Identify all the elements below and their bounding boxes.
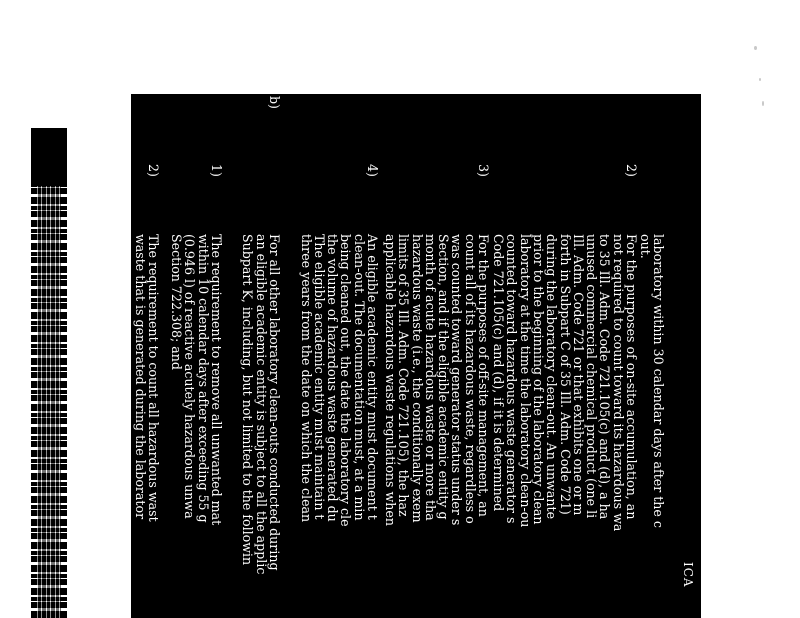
text-line: For the purposes of on-site accumulation, an: [624, 234, 639, 520]
item-number: 4): [365, 164, 380, 177]
scan-speck: [754, 46, 757, 50]
text-line: not required to count toward its hazardous wa: [610, 234, 626, 532]
text-line: An eligible academic entity must document t: [365, 234, 380, 520]
text-line: laboratory within 30 calendar days after the c: [651, 234, 666, 528]
text-line: The eligible academic entity must maintain t: [311, 234, 327, 520]
sub-item-paragraph: [133, 234, 160, 522]
scanned-page: [131, 94, 701, 618]
text-line: For all other laboratory clean-outs conducted during: [267, 234, 282, 571]
scan-speck: [762, 101, 764, 106]
document-text: [131, 94, 701, 618]
text-line: For the purposes of off-site management, an: [476, 234, 491, 517]
sub-item-paragraph: [170, 234, 223, 525]
text-line: was counted toward generator status under s: [449, 234, 465, 526]
text-line: prior to the beginning of the laboratory clean: [530, 234, 546, 525]
text-line: Section, and if the eligible academic entity g: [436, 234, 452, 520]
item-number: b): [267, 96, 282, 109]
text-line: being cleaned out, the date the laboratory cle: [338, 234, 354, 527]
page-header: ICA: [681, 562, 695, 588]
text-line: an eligible academic entity is subject to all the applic: [253, 234, 269, 575]
text-line: Subpart K, including, but not limited to the followin: [240, 234, 256, 566]
text-line: within 10 calendar days after exceeding 55 g: [195, 234, 211, 523]
text-line: three years from the date on which the clean: [298, 234, 314, 523]
text-line: Ill. Adm. Code 721 or that exhibits one or m: [570, 234, 586, 516]
item-b-paragraph: [241, 234, 281, 574]
item-paragraph: [299, 234, 379, 527]
text-line: counted toward hazardous waste generator s: [504, 234, 520, 524]
barcode-bars: [37, 186, 61, 618]
text-line: during the laboratory clean-out. An unwante: [544, 234, 560, 520]
text-line: waste that is generated during the laborator: [132, 234, 148, 520]
text-line: clean-out. The documentation must, at a min: [351, 234, 367, 521]
text-line: the volume of hazardous waste generated du: [325, 234, 341, 522]
text-line: applicable hazardous waste regulations when: [382, 234, 398, 526]
item-number: 2): [624, 164, 639, 177]
text-line: hazardous waste (i.e., the conditionally exem: [409, 234, 425, 523]
text-line: Section 722.308; and: [169, 234, 185, 370]
scan-speck: [759, 78, 761, 81]
item-number: 1): [209, 164, 224, 177]
text-line: limits of 35 Ill. Adm. Code 721.105), the haz: [396, 234, 412, 517]
text-line: Code 721.105(c) and (d), if it is determined: [491, 234, 507, 512]
item-paragraph: [492, 234, 638, 531]
barcode-strip: [31, 128, 67, 618]
text-line: count all of its hazardous waste, regardless o: [462, 234, 478, 524]
text-line: out.: [637, 234, 653, 259]
text-line: The requirement to count all hazardous wast: [146, 234, 161, 522]
text-line: forth in Subpart C of 35 Ill. Adm. Code 721): [557, 234, 573, 515]
text-line: unused commercial chemical product (one li: [584, 234, 600, 519]
text-line: (0.946 l) of reactive acutely hazardous unwa: [182, 234, 198, 519]
text-line: to 35 Ill. Adm. Code 721.105(c) and (d), a ha: [597, 234, 613, 520]
item-number: 2): [146, 164, 161, 177]
text-line: laboratory at the time the laboratory clean-ou: [517, 234, 533, 528]
text-line: month of acute hazardous waste or more tha: [422, 234, 438, 521]
intro-tail-paragraph: [638, 234, 665, 528]
barcode-cap: [31, 128, 67, 186]
text-line: The requirement to remove all unwanted mat: [209, 234, 224, 526]
item-paragraph: [384, 234, 490, 526]
item-number: 3): [476, 164, 491, 177]
